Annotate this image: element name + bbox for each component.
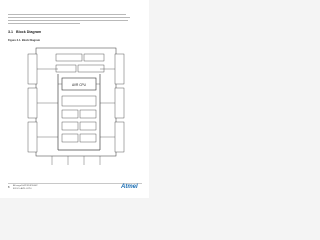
peripheral-block [80, 122, 96, 130]
footer-doc-info [13, 185, 38, 190]
section-title: Block Diagram [16, 30, 42, 34]
port-f-block [115, 122, 124, 152]
block-diagram [22, 44, 130, 170]
section-number: 3.1 [8, 30, 13, 34]
peripheral-block [78, 65, 104, 72]
peripheral-block [62, 110, 78, 118]
peripheral-block [84, 54, 104, 61]
footer-doc-line: ATmega164P/324P/644P [13, 185, 38, 187]
port-e-block [115, 88, 124, 118]
footer-doc-line: 8011O–AVR–07/10 [13, 187, 32, 190]
intro-text-line [8, 14, 126, 15]
figure-caption: Figure 3-1. Block Diagram [8, 39, 40, 42]
memory-block [62, 96, 96, 106]
peripheral-block [80, 134, 96, 142]
datasheet-page [0, 0, 149, 198]
page-number: 8 [8, 185, 10, 189]
port-b-block [28, 88, 37, 118]
cpu-core-label: AVR CPU [72, 82, 86, 87]
intro-text-line [8, 23, 80, 24]
intro-text-line [8, 20, 128, 21]
peripheral-block [56, 54, 82, 61]
peripheral-block [62, 122, 78, 130]
peripheral-block [56, 65, 76, 72]
peripheral-block [80, 110, 96, 118]
atmel-logo: Atmel [121, 184, 138, 190]
section-heading [8, 30, 41, 34]
intro-text-line [8, 17, 130, 18]
port-a-block [28, 54, 37, 84]
peripheral-block [62, 134, 78, 142]
port-d-block [115, 54, 124, 84]
port-c-block [28, 122, 37, 152]
